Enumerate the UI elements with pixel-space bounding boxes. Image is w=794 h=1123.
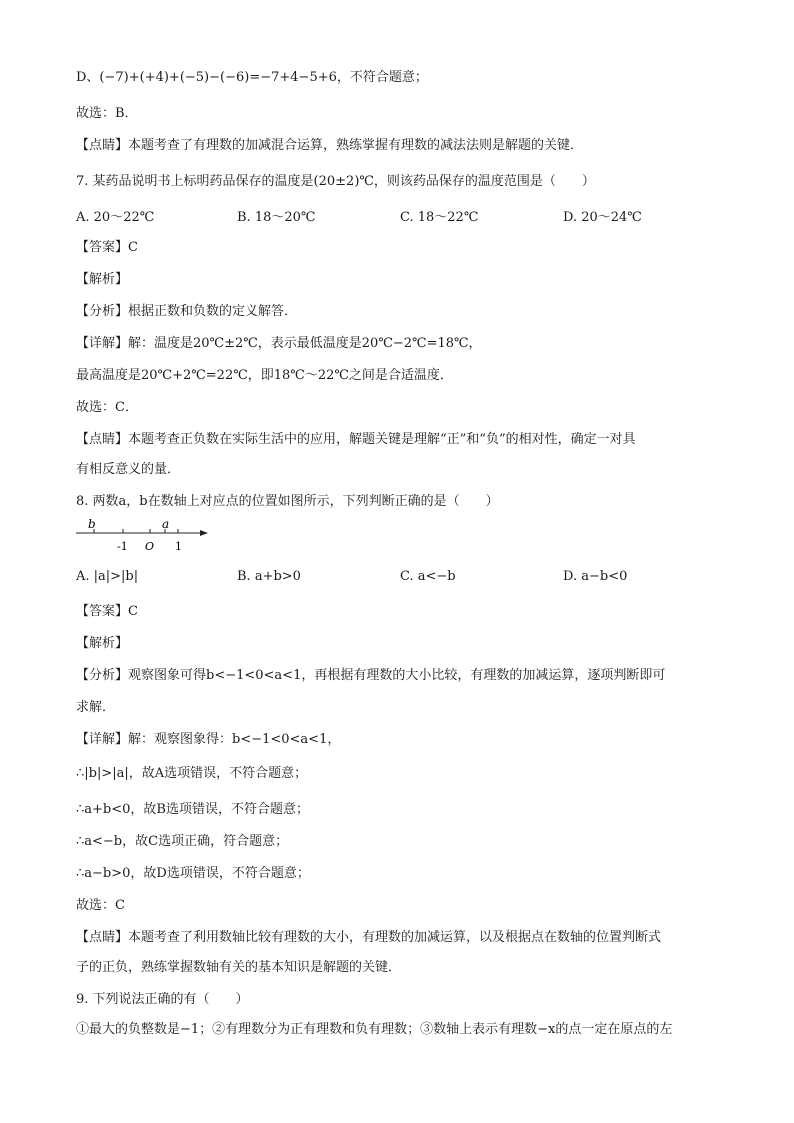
q8-option-c: C. a<−b bbox=[400, 569, 456, 584]
label-b: b bbox=[88, 518, 96, 531]
answer-label: 【答案】C bbox=[76, 604, 138, 619]
q7-option-b: B. 18～20℃ bbox=[237, 210, 316, 225]
q7-option-d: D. 20～24℃ bbox=[563, 210, 642, 225]
text-line: D、(−7)+(+4)+(−5)−(−6)=−7+4−5+6，不符合题意； bbox=[76, 70, 428, 85]
question-7-stem: 7. 某药品说明书上标明药品保存的温度是(20±2)℃，则该药品保存的温度范围是（ ） bbox=[76, 174, 595, 189]
label-a: a bbox=[162, 518, 170, 531]
number-line-figure bbox=[76, 518, 216, 558]
label-1: 1 bbox=[175, 540, 182, 553]
text-line: 【分析】观察图象可得b<−1<0<a<1，再根据有理数的大小比较，有理数的加减运算，逐项判断即可 bbox=[76, 668, 666, 683]
text-line: 【点睛】本题考查正负数在实际生活中的应用，解题关键是理解“正”和“负”的相对性，确定一对具 bbox=[76, 432, 636, 447]
text-line: 故选：B． bbox=[76, 106, 138, 121]
analysis-label: 【解析】 bbox=[76, 272, 129, 287]
q7-option-a: A. 20～22℃ bbox=[76, 210, 155, 225]
answer-label: 【答案】C bbox=[76, 240, 138, 255]
text-line: 最高温度是20℃+2℃=22℃，即18℃～22℃之间是合适温度． bbox=[76, 368, 453, 383]
text-line: 有相反意义的量． bbox=[76, 462, 181, 477]
text-line: 【详解】解：温度是20℃±2℃，表示最低温度是20℃−2℃=18℃， bbox=[76, 336, 482, 351]
text-line: ∴a<−b，故C选项正确，符合题意； bbox=[76, 834, 289, 849]
label-neg1: -1 bbox=[117, 540, 128, 553]
label-origin: O bbox=[145, 540, 155, 553]
question-8-stem: 8. 两数a，b在数轴上对应点的位置如图所示，下列判断正确的是（ ） bbox=[76, 494, 499, 509]
text-line: 【分析】根据正数和负数的定义解答． bbox=[76, 304, 298, 319]
text-line: ∴a+b<0，故B选项错误，不符合题意； bbox=[76, 802, 309, 817]
text-line: 求解． bbox=[76, 700, 116, 715]
q7-option-c: C. 18～22℃ bbox=[400, 210, 479, 225]
text-line: 【点睛】本题考查了有理数的加减混合运算，熟练掌握有理数的减法法则是解题的关键． bbox=[76, 138, 584, 153]
text-line: ∴a−b>0，故D选项错误，不符合题意； bbox=[76, 866, 310, 881]
question-9-stem: 9. 下列说法正确的有（ ） bbox=[76, 992, 249, 1007]
text-line: 【点睛】本题考查了利用数轴比较有理数的大小，有理数的加减运算，以及根据点在数轴的位置判断式 bbox=[76, 930, 662, 945]
text-line: 【详解】解：观察图象得：b<−1<0<a<1， bbox=[76, 732, 341, 747]
q8-option-d: D. a−b<0 bbox=[563, 569, 628, 584]
q8-option-b: B. a+b>0 bbox=[237, 569, 301, 584]
q8-option-a: A. |a|>|b| bbox=[76, 569, 139, 584]
text-line: 子的正负，熟练掌握数轴有关的基本知识是解题的关键． bbox=[76, 960, 402, 975]
number-line-arrow bbox=[200, 530, 208, 536]
text-line: 故选：C． bbox=[76, 400, 138, 415]
text-line: ①最大的负整数是−1；②有理数分为正有理数和负有理数；③数轴上表示有理数−x的点一定在原点的左 bbox=[76, 1022, 673, 1037]
text-line: 故选：C bbox=[76, 898, 125, 913]
analysis-label: 【解析】 bbox=[76, 636, 129, 651]
text-line: ∴|b|>|a|，故A选项错误，不符合题意； bbox=[76, 766, 308, 781]
